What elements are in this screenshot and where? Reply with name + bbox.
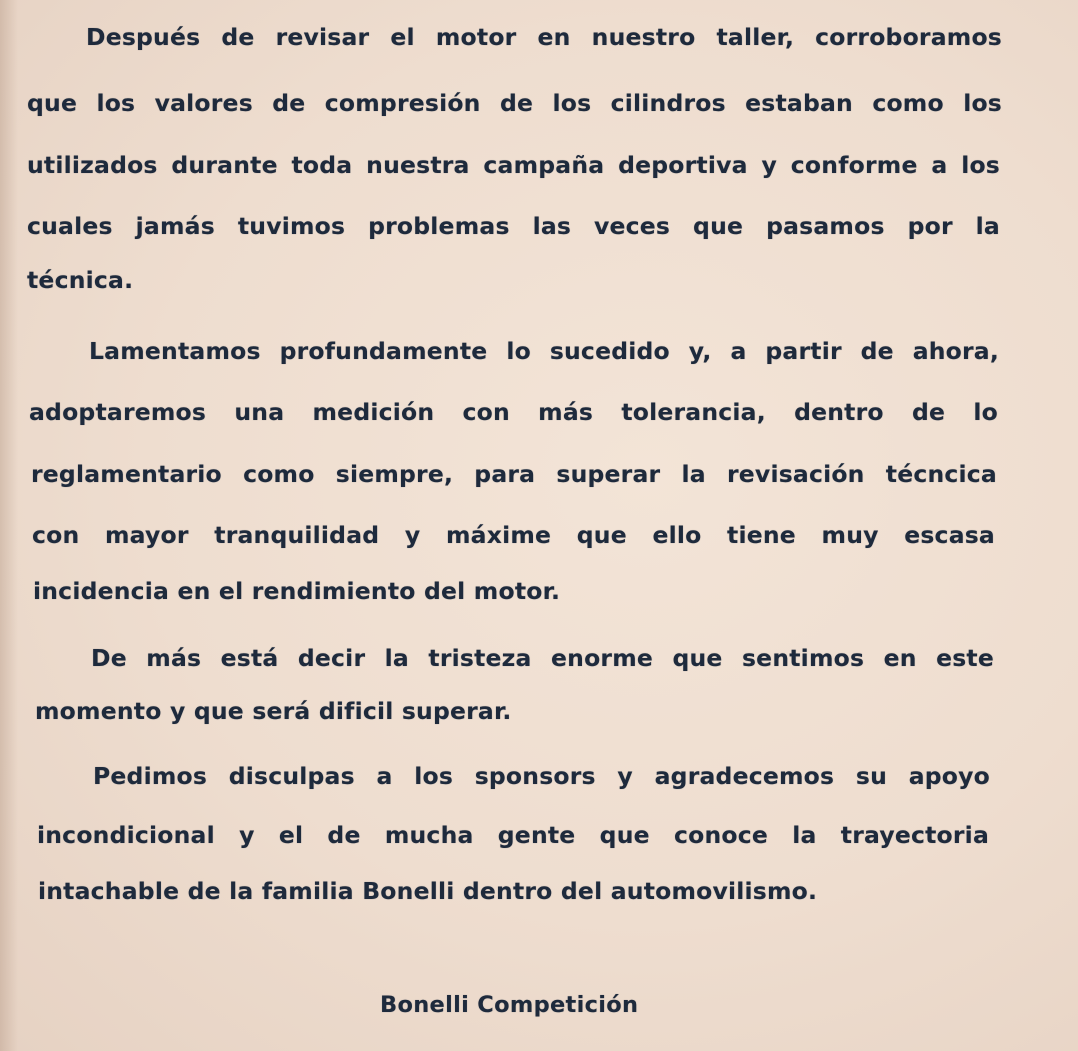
text-line: incidencia en el rendimiento del motor. — [33, 577, 561, 605]
text-line: Después de revisar el motor en nuestro taller, corroboramos — [86, 23, 1002, 51]
text-line: utilizados durante toda nuestra campaña deportiva y conforme a los — [27, 151, 1000, 179]
text-line: adoptaremos una medición con más tolerancia, dentro de lo — [29, 398, 998, 426]
page-edge-shadow — [0, 0, 18, 1051]
text-line: reglamentario como siempre, para superar la revisación técncica — [31, 460, 997, 488]
text-line: incondicional y el de mucha gente que conoce la trayectoria — [37, 821, 989, 849]
text-line: que los valores de compresión de los cilindros estaban como los — [27, 89, 1002, 117]
text-line: Lamentamos profundamente lo sucedido y, a partir de ahora, — [89, 337, 999, 365]
text-line: Pedimos disculpas a los sponsors y agradecemos su apoyo — [93, 762, 990, 790]
text-line: técnica. — [27, 266, 134, 294]
text-line: intachable de la familia Bonelli dentro del automovilismo. — [38, 877, 818, 905]
text-line: cuales jamás tuvimos problemas las veces que pasamos por la — [27, 212, 1000, 240]
text-line: De más está decir la tristeza enorme que sentimos en este — [91, 644, 994, 672]
text-line: con mayor tranquilidad y máxime que ello tiene muy escasa — [32, 521, 995, 549]
text-line: momento y que será dificil superar. — [35, 697, 512, 725]
signature: Bonelli Competición — [380, 992, 639, 1018]
